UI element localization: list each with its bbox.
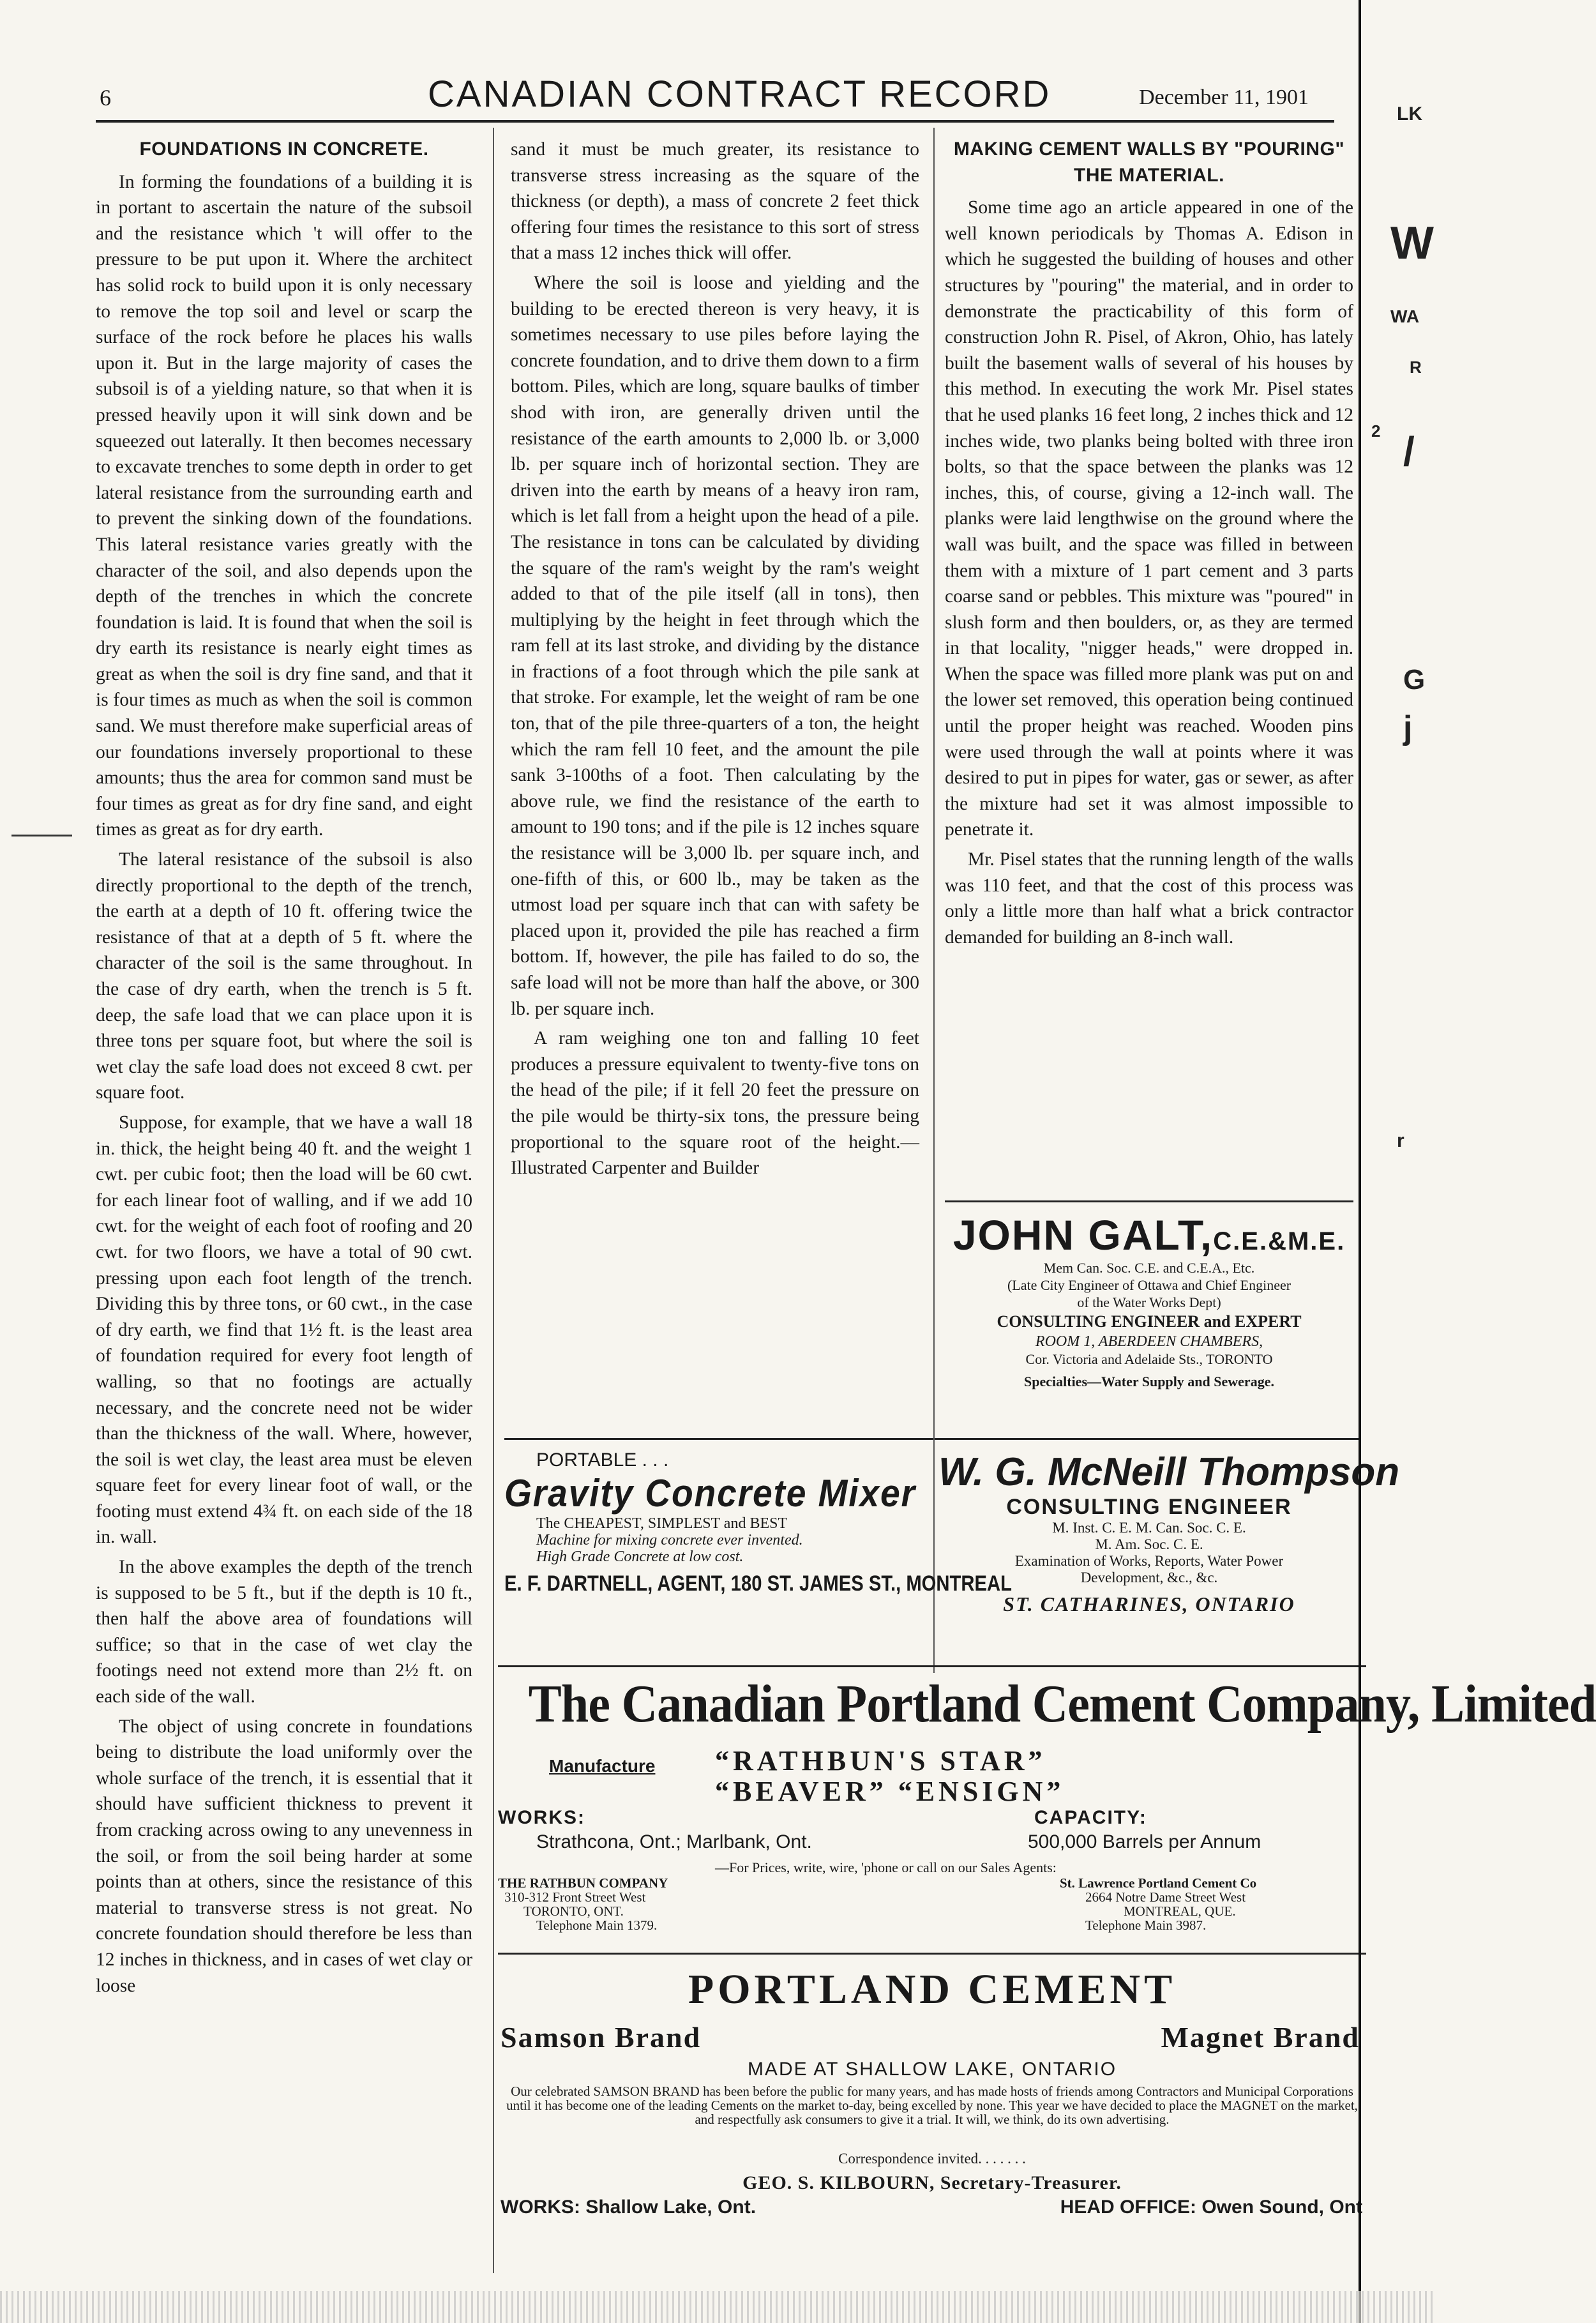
ad-brand-line: “BEAVER” “ENSIGN” — [715, 1776, 1065, 1807]
ad-title: CONSULTING ENGINEER — [1006, 1495, 1292, 1519]
ad-john-galt — [945, 1211, 1353, 1390]
column-divider-1 — [493, 128, 494, 2273]
article-title: MAKING CEMENT WALLS BY "POURING" THE MATERIAL. — [953, 139, 1345, 186]
prices-note: —For Prices, write, wire, 'phone or call on our Sales Agents: — [715, 1859, 1057, 1875]
paragraph: Some time ago an article appeared in one of the well known periodicals by Thomas A. Edison in which he suggested the building of houses and other structures by "pouring" the material, and in order to demonstrate the practicability of this form of construction John R. Pisel, of Akron, Ohio, has lately built the basement walls of several of his houses by this method. In executing the work Mr. Pisel states that he used planks 16 feet long, 2 inches thick and 12 inches wide, two planks being bolted with three iron bolts, so that the space between the planks was 12 inches, this, of course, giving a 12-inch wall. The planks were laid lengthwise on the ground where the wall was built, and the space was filled in between them with a mixture of 1 part cement and 3 parts coarse sand or pebbles. This mixture was "poured" in slush form and then boulders, or, as they are termed in that locality, "nigger heads," were dropped in. When the space was filled more plank was put on and the lower set removed, this operation being continued until the proper height was reached. Wooden pins were used through the wall at points where it was desired to put in pipes for water, gas or sewer, as after the mixture had set it was almost impossible to penetrate it. — [945, 197, 1353, 840]
header-rule — [96, 120, 1334, 123]
works-label: WORKS: — [498, 1807, 585, 1828]
ad-line: M. Am. Soc. C. E. — [1095, 1536, 1203, 1552]
article-title: FOUNDATIONS IN CONCRETE. — [139, 139, 429, 160]
ad-line: Machine for mixing concrete ever invented. — [536, 1532, 803, 1548]
ad-line: Specialties—Water Supply and Sewerage. — [1024, 1373, 1274, 1389]
brand-samson: Samson Brand — [501, 2021, 702, 2054]
correspondence: Correspondence invited. . . . . . . — [838, 2151, 1026, 2167]
scan-edge-noise — [0, 2291, 1434, 2323]
ad-agent: E. F. DARTNELL, AGENT, 180 ST. JAMES ST., MONTREAL — [504, 1571, 1013, 1596]
ad-name: JOHN GALT,C.E.&M.E. — [952, 1211, 1346, 1259]
fragment: / — [1403, 428, 1415, 474]
sales-agent-montreal: St. Lawrence Portland Cement Co 2664 Notre Dame Street West MONTREAL, QUE. Telephone Main 3987. — [1060, 1875, 1257, 1933]
article-cement-walls — [945, 137, 1353, 1190]
ad-rule — [945, 1200, 1353, 1202]
paragraph: The lateral resistance of the subsoil is also directly proportional to the depth of the trench, the earth at a depth of 10 ft. offering twice the resistance of that at a depth of 5 ft. where the character of the soil is the same throughout. In the case of dry earth, when the trench is 5 ft. deep, the safe load that we can place upon it is three tons per square foot, but where the soil is wet clay the safe load does not exceed 8 cwt. per square foot. — [96, 849, 472, 1103]
fragment: j — [1403, 709, 1413, 746]
brand-magnet: Magnet Brand — [1161, 2021, 1360, 2054]
paragraph: A ram weighing one ton and falling 10 feet produces a pressure equivalent to twenty-five tons on the head of the pile; if it fell 20 feet the pressure on the pile would be thirty-six tons, the pressure being proportional to the square root of the height.—Illustrated Carpenter and Builder — [511, 1028, 919, 1179]
paragraph: Suppose, for example, that we have a wall 18 in. thick, the height being 40 ft. and the weight 1 cwt. per cubic foot; then the load will be 60 cwt. for each linear foot of walling, and if we add 10 cwt. for the weight of each foot of roofing and 20 cwt. for two floors, we have a total of 90 cwt. pressing upon each foot length of the trench. Dividing this by three tons, or 60 cwt., in the case of dry earth, we find that 1½ ft. is the least area of foundation required for every foot length of walling, so that no footings are actually necessary, and the concrete need not be wider than the thickness of the wall. Where, however, the soil is wet clay, the least area must be eleven square feet for every linear foot of wall, or the footing must extend 4¾ ft. on each side of the 18 in. wall. — [96, 1112, 472, 1548]
works: WORKS: Shallow Lake, Ont. — [501, 2197, 757, 2218]
ad-line: (Late City Engineer of Ottawa and Chief Engineer — [1007, 1277, 1291, 1293]
ad-manufacture-label: Manufacture — [549, 1756, 656, 1776]
ad-rule — [498, 1953, 1366, 1955]
ad-rule — [498, 1665, 1366, 1667]
page-edge — [1359, 0, 1361, 2323]
paragraph: Where the soil is loose and yielding and the building to be erected thereon is very heavy, it is sometimes necessary to use piles before laying the concrete foundation, and to drive them down to a firm bottom. Piles, which are long, square baulks of timber shod with iron, are generally driven until the resistance of the earth amounts to 2,000 lb. or 3,000 lb. per square inch of horizontal section. They are driven into the earth by means of a heavy iron ram, which is let fall from a height upon the head of a pile. The resistance in tons can be calculated by dividing the square of the ram's weight by the ram's weight added to that of the pile itself (all in tons), then multiplying by the height in feet through which the ram fell at its last stroke, and dividing by the distance in fractions of a foot through which the pile sank at that stroke. For example, let the weight of ram be one ton, that of the pile three-quarters of a ton, the height which the ram fell 10 feet, and the amount the pile sank 3-100ths of a foot. Then calculating by the above rule, we find the resistance of the earth to amount to 190 tons; and if the pile is 12 inches square the resistance will be 3,000 lb. per square inch, and one-fifth of this, or 600 lb., may be taken as the utmost load per square inch that can with safety be placed upon it, provided the pile has reached a firm bottom. If, however, the pile has failed to do so, the safe load will not be more than half the above, or 300 lb. per square inch. — [511, 272, 919, 1019]
secretary: GEO. S. KILBOURN, Secretary-Treasurer. — [742, 2172, 1122, 2193]
ad-line: M. Inst. C. E. M. Can. Soc. C. E. — [1052, 1520, 1246, 1536]
ad-brand-line: “RATHBUN'S STAR” — [715, 1745, 1046, 1776]
fragment: W — [1390, 218, 1434, 269]
ad-line: Mem Can. Soc. C.E. and C.E.A., Etc. — [1043, 1260, 1255, 1276]
capacity-label: CAPACITY: — [1034, 1807, 1147, 1828]
page-number: 6 — [100, 85, 111, 110]
publication-title: CANADIAN CONTRACT RECORD — [428, 73, 1051, 115]
ad-portland-cement-samson — [498, 1965, 1366, 2234]
ad-line: The CHEAPEST, SIMPLEST and BEST — [536, 1515, 788, 1532]
paragraph: The object of using concrete in foundations being to distribute the load uniformly over the whole surface of the trench, it is essential that it should have sufficient thickness to prevent it from cracking across owing to any unevenness in the soil, or from the soil being harder at some points than at others, since the resistance of this material to transverse stress is not great. No concrete foundation should therefore be less than 12 inches in thickness, and in cases of wet clay or loose — [96, 1716, 472, 1996]
paragraph: In the above examples the depth of the trench is supposed to be 5 ft., but if the depth is 10 ft., then half the above area of foundations will suffice; so that in the case of wet clay the footings need not extend more than 2½ ft. on each side of the wall. — [96, 1557, 472, 1707]
ad-heading: PORTLAND CEMENT — [688, 1966, 1177, 2013]
ad-line: of the Water Works Dept) — [1077, 1294, 1221, 1310]
fragment: WA — [1390, 306, 1420, 326]
fragment: G — [1403, 664, 1426, 695]
ad-city: ST. CATHARINES, ONTARIO — [1003, 1593, 1295, 1616]
ad-name: W. G. McNeill Thompson — [938, 1450, 1400, 1494]
fragment: 2 — [1371, 421, 1381, 441]
works-value: Strathcona, Ont.; Marlbank, Ont. — [536, 1831, 812, 1852]
ad-divider — [933, 1438, 935, 1665]
adjacent-page-fragments — [1371, 96, 1434, 2267]
ad-line: CONSULTING ENGINEER and EXPERT — [997, 1312, 1302, 1331]
article-foundations — [96, 137, 472, 2167]
margin-mark — [11, 835, 72, 836]
issue-date: December 11, 1901 — [1139, 86, 1309, 109]
sales-agent-toronto: THE RATHBUN COMPANY 310-312 Front Street West TORONTO, ONT. Telephone Main 1379. — [498, 1875, 668, 1933]
ad-line: PORTABLE . . . — [536, 1449, 669, 1471]
article-foundations-continued — [511, 137, 919, 1433]
paragraph: Mr. Pisel states that the running length of the walls was 110 feet, and that the cost of this process was only a little more than half what a brick contractor demanded for building an 8-inch wall. — [945, 849, 1353, 948]
ad-heading: The Canadian Portland Cement Company, Limited — [528, 1674, 1596, 1734]
made-at: MADE AT SHALLOW LAKE, ONTARIO — [747, 2059, 1117, 2080]
capacity-value: 500,000 Barrels per Annum — [1028, 1831, 1261, 1852]
ad-rule — [504, 1438, 1360, 1440]
ad-line: Examination of Works, Reports, Water Power — [1014, 1553, 1284, 1569]
ad-line: Development, &c., &c. — [1080, 1570, 1218, 1585]
fragment: LK — [1397, 103, 1422, 125]
ad-line: High Grade Concrete at low cost. — [536, 1548, 744, 1565]
paragraph: In forming the foundations of a building it is in portant to ascertain the nature of the subsoil and the resistance which 't will offer to the pressure to be put upon it. Where the architect has solid rock to build upon it is only necessary to remove the top soil and level or scarp the surface of the rock before he places his walls upon it. But in the large majority of cases the subsoil is of a yielding nature, so that when it is pressed heavily upon it will sink down and be squeezed out laterally. It then becomes necessary to excavate trenches to some depth in order to get lateral resistance from the surrounding earth and to prevent the sinking down of the foundations. This lateral resistance varies greatly with the character of the soil, and also depends upon the depth of the trenches in which the concrete foundation is laid. It is found that when the soil is dry earth its resistance is nearly eight times as great as when the soil is dry fine sand, and that it is four times as much as when the soil is common sand. We must therefore make superficial areas of our foundations inversely proportional to these amounts; thus the area for common sand must be four times as great as for dry fine sand, and eight times as great as for dry earth. — [96, 171, 472, 840]
page-header — [96, 72, 1334, 116]
ad-canadian-portland-cement — [498, 1673, 1596, 1948]
head-office: HEAD OFFICE: Owen Sound, Ont — [1060, 2197, 1362, 2218]
ad-thompson — [938, 1449, 1400, 1616]
ad-body: Our celebrated SAMSON BRAND has been before the public for many years, and has made hosts of friends among Contractors and Municipal Corporations until it has become one of the leading Cements on the market to-day, being excelled by none. This year we have decided to place the MAGNET on the market, and respectfully ask consumers to give it a trial. It will, we think, do its own advertising. — [506, 2084, 1358, 2127]
ad-line: Cor. Victoria and Adelaide Sts., TORONTO — [1025, 1351, 1273, 1367]
ad-gravity-mixer — [504, 1449, 1013, 1596]
ad-line: ROOM 1, ABERDEEN CHAMBERS, — [1035, 1333, 1263, 1350]
fragment: R — [1410, 358, 1422, 377]
ad-brand: Gravity Concrete Mixer — [504, 1472, 916, 1515]
fragment: r — [1397, 1130, 1404, 1151]
paragraph: sand it must be much greater, its resistance to transverse stress increasing as the square of the thickness (or depth), a mass of concrete 2 feet thick offering four times the resistance to this sort of stress that a mass 12 inches thick will offer. — [511, 139, 919, 264]
